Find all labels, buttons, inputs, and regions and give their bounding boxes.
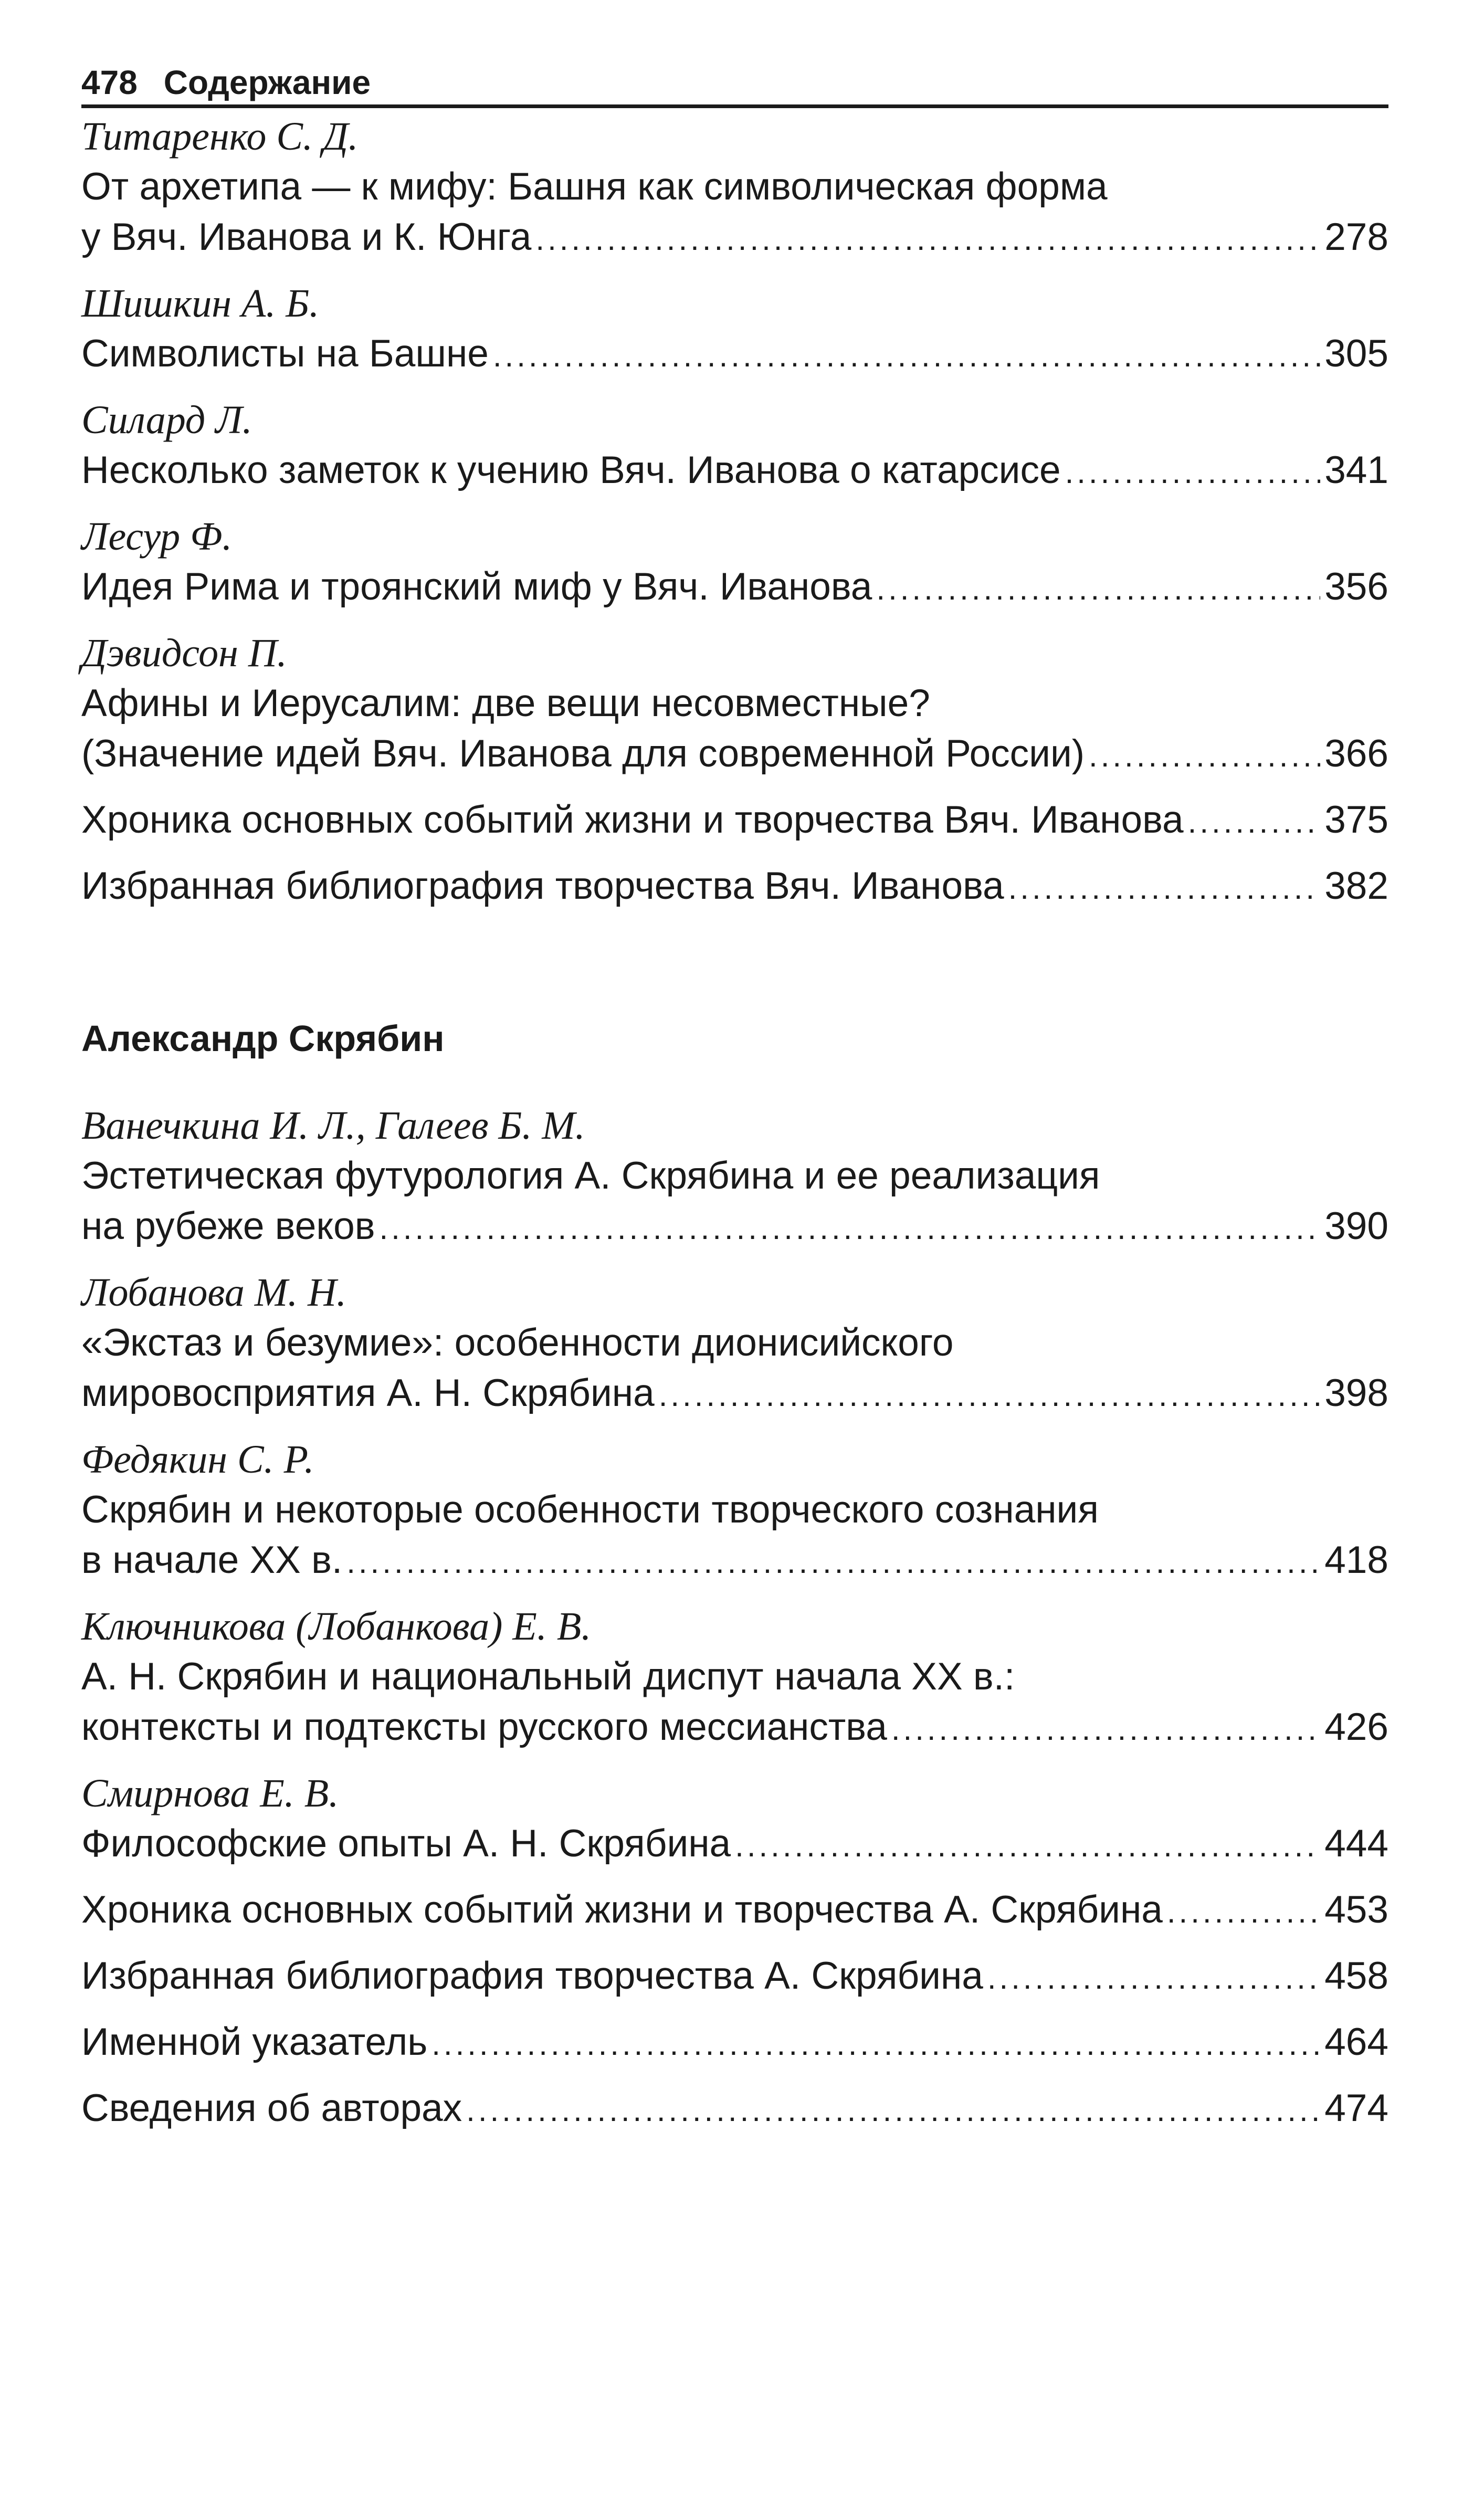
leader-dots — [1008, 863, 1321, 914]
running-title: Содержание — [163, 64, 371, 101]
toc-entry[interactable] — [81, 511, 1388, 614]
entry-title-text: Философские опыты А. Н. Скрябина — [81, 1822, 731, 1865]
entry-page-number: 453 — [1324, 1888, 1388, 1931]
entry-title-text: Хроника основных событий жизни и творчества Вяч. Иванова — [81, 799, 1184, 841]
entry-title-text: мировосприятия А. Н. Скрябина — [81, 1372, 655, 1414]
entry-author: Ключникова (Лобанкова) Е. В. — [81, 1604, 592, 1648]
entry-author: Ванечкина И. Л., Галеев Б. М. — [81, 1104, 585, 1148]
entry-title-text: контексты и подтексты русского мессианства — [81, 1706, 887, 1748]
leader-dots — [1089, 731, 1320, 781]
toc-group-ivanov — [81, 111, 1388, 914]
entry-title-text: Символисты на Башне — [81, 332, 489, 375]
entry-title-line: «Экстаз и безумие»: особенности дионисийского — [81, 1321, 954, 1364]
entry-title-text: Избранная библиография творчества А. Скрябина — [81, 1955, 983, 1997]
leader-dots — [659, 1370, 1321, 1421]
entry-page-number: 390 — [1324, 1205, 1388, 1247]
entry-author: Смирнова Е. В. — [81, 1771, 339, 1815]
page-number: 478 — [81, 64, 138, 101]
entry-page-number: 305 — [1324, 332, 1388, 375]
entry-page-number: 458 — [1324, 1955, 1388, 1997]
entry-page-number: 366 — [1324, 732, 1388, 775]
entry-title-last-line — [81, 1819, 1388, 1871]
entry-title-text: Несколько заметок к учению Вяч. Иванова о катарсисе — [81, 449, 1061, 491]
entry-page-number: 278 — [1324, 216, 1388, 258]
entry-page-number: 464 — [1324, 2021, 1388, 2063]
entry-title-line: От архетипа — к мифу: Башня как символическая форма — [81, 165, 1108, 208]
entry-title-text: у Вяч. Иванова и К. Юнга — [81, 216, 532, 258]
leader-dots — [987, 1953, 1320, 2003]
leader-dots — [431, 2019, 1320, 2070]
toc-entry[interactable] — [81, 2083, 1388, 2136]
entry-title-text: в начале XX в. — [81, 1539, 343, 1581]
entry-title-last-line — [81, 2017, 1388, 2070]
entry-author: Дэвидсон П. — [81, 631, 287, 675]
entry-title-last-line — [81, 212, 1388, 265]
entry-title-text: Избранная библиография творчества Вяч. Иванова — [81, 865, 1004, 907]
entry-title-line: Эстетическая футурология А. Скрябина и ее реализация — [81, 1154, 1100, 1197]
leader-dots — [1188, 797, 1321, 847]
toc-entry[interactable] — [81, 1267, 1388, 1421]
entry-title-last-line — [81, 729, 1388, 781]
leader-dots — [535, 214, 1320, 265]
entry-title-line: А. Н. Скрябин и национальный диспут начала XX в.: — [81, 1655, 1015, 1698]
section-title: Александр Скрябин — [81, 1018, 445, 1059]
entry-title-text: Идея Рима и троянский миф у Вяч. Иванова — [81, 565, 872, 608]
toc-entry[interactable] — [81, 395, 1388, 498]
toc-list — [81, 111, 1388, 2136]
leader-dots — [1167, 1887, 1320, 1937]
entry-title-last-line — [81, 1201, 1388, 1254]
entry-title-last-line — [81, 562, 1388, 614]
entry-title-text: Хроника основных событий жизни и творчества А. Скрябина — [81, 1888, 1163, 1931]
entry-title-last-line — [81, 445, 1388, 498]
toc-entry[interactable] — [81, 861, 1388, 914]
toc-entry[interactable] — [81, 1601, 1388, 1755]
toc-entry[interactable] — [81, 111, 1388, 265]
entry-title-last-line — [81, 1368, 1388, 1421]
entry-page-number: 382 — [1324, 865, 1388, 907]
toc-entry[interactable] — [81, 628, 1388, 781]
entry-author: Лобанова М. Н. — [81, 1270, 347, 1315]
entry-page-number: 426 — [1324, 1706, 1388, 1748]
entry-title-last-line — [81, 1885, 1388, 1937]
entry-author: Силард Л. — [81, 398, 252, 442]
entry-title-last-line — [81, 1951, 1388, 2003]
leader-dots — [346, 1537, 1320, 1588]
entry-page-number: 444 — [1324, 1822, 1388, 1865]
entry-author: Федякин С. Р. — [81, 1437, 314, 1482]
entry-title-text: на рубеже веков — [81, 1205, 375, 1247]
leader-dots — [891, 1704, 1320, 1755]
entry-title-last-line — [81, 1702, 1388, 1755]
entry-title-line: Скрябин и некоторые особенности творческого сознания — [81, 1488, 1099, 1531]
leader-dots — [379, 1203, 1320, 1254]
entry-title-last-line — [81, 861, 1388, 914]
entry-page-number: 474 — [1324, 2087, 1388, 2129]
entry-title-last-line — [81, 1535, 1388, 1588]
entry-page-number: 341 — [1324, 449, 1388, 491]
leader-dots — [1065, 447, 1321, 498]
toc-group-scriabin — [81, 1100, 1388, 2136]
leader-dots — [466, 2085, 1320, 2136]
leader-dots — [493, 331, 1320, 381]
entry-title-line: Афины и Иерусалим: две вещи несовместные? — [81, 682, 930, 724]
entry-title-last-line — [81, 795, 1388, 847]
entry-title-text: Именной указатель — [81, 2021, 428, 2063]
toc-page — [81, 66, 1388, 2136]
toc-entry[interactable] — [81, 2017, 1388, 2070]
entry-page-number: 375 — [1324, 799, 1388, 841]
entry-page-number: 418 — [1324, 1539, 1388, 1581]
toc-entry[interactable] — [81, 1951, 1388, 2003]
entry-author: Лесур Ф. — [81, 514, 233, 559]
toc-entry[interactable] — [81, 278, 1388, 381]
entry-author: Титаренко С. Д. — [81, 114, 359, 159]
toc-entry[interactable] — [81, 1434, 1388, 1588]
entry-title-last-line — [81, 2083, 1388, 2136]
leader-dots — [735, 1821, 1320, 1871]
entry-page-number: 356 — [1324, 565, 1388, 608]
entry-title-text: (Значение идей Вяч. Иванова для современной России) — [81, 732, 1085, 775]
toc-entry[interactable] — [81, 1100, 1388, 1254]
toc-entry[interactable] — [81, 1885, 1388, 1937]
leader-dots — [876, 564, 1320, 614]
entry-page-number: 398 — [1324, 1372, 1388, 1414]
entry-title-text: Сведения об авторах — [81, 2087, 462, 2129]
toc-entry[interactable] — [81, 1768, 1388, 1871]
toc-entry[interactable] — [81, 795, 1388, 847]
entry-author: Шишкин А. Б. — [81, 281, 320, 326]
running-head — [81, 66, 1388, 108]
entry-title-last-line — [81, 329, 1388, 381]
